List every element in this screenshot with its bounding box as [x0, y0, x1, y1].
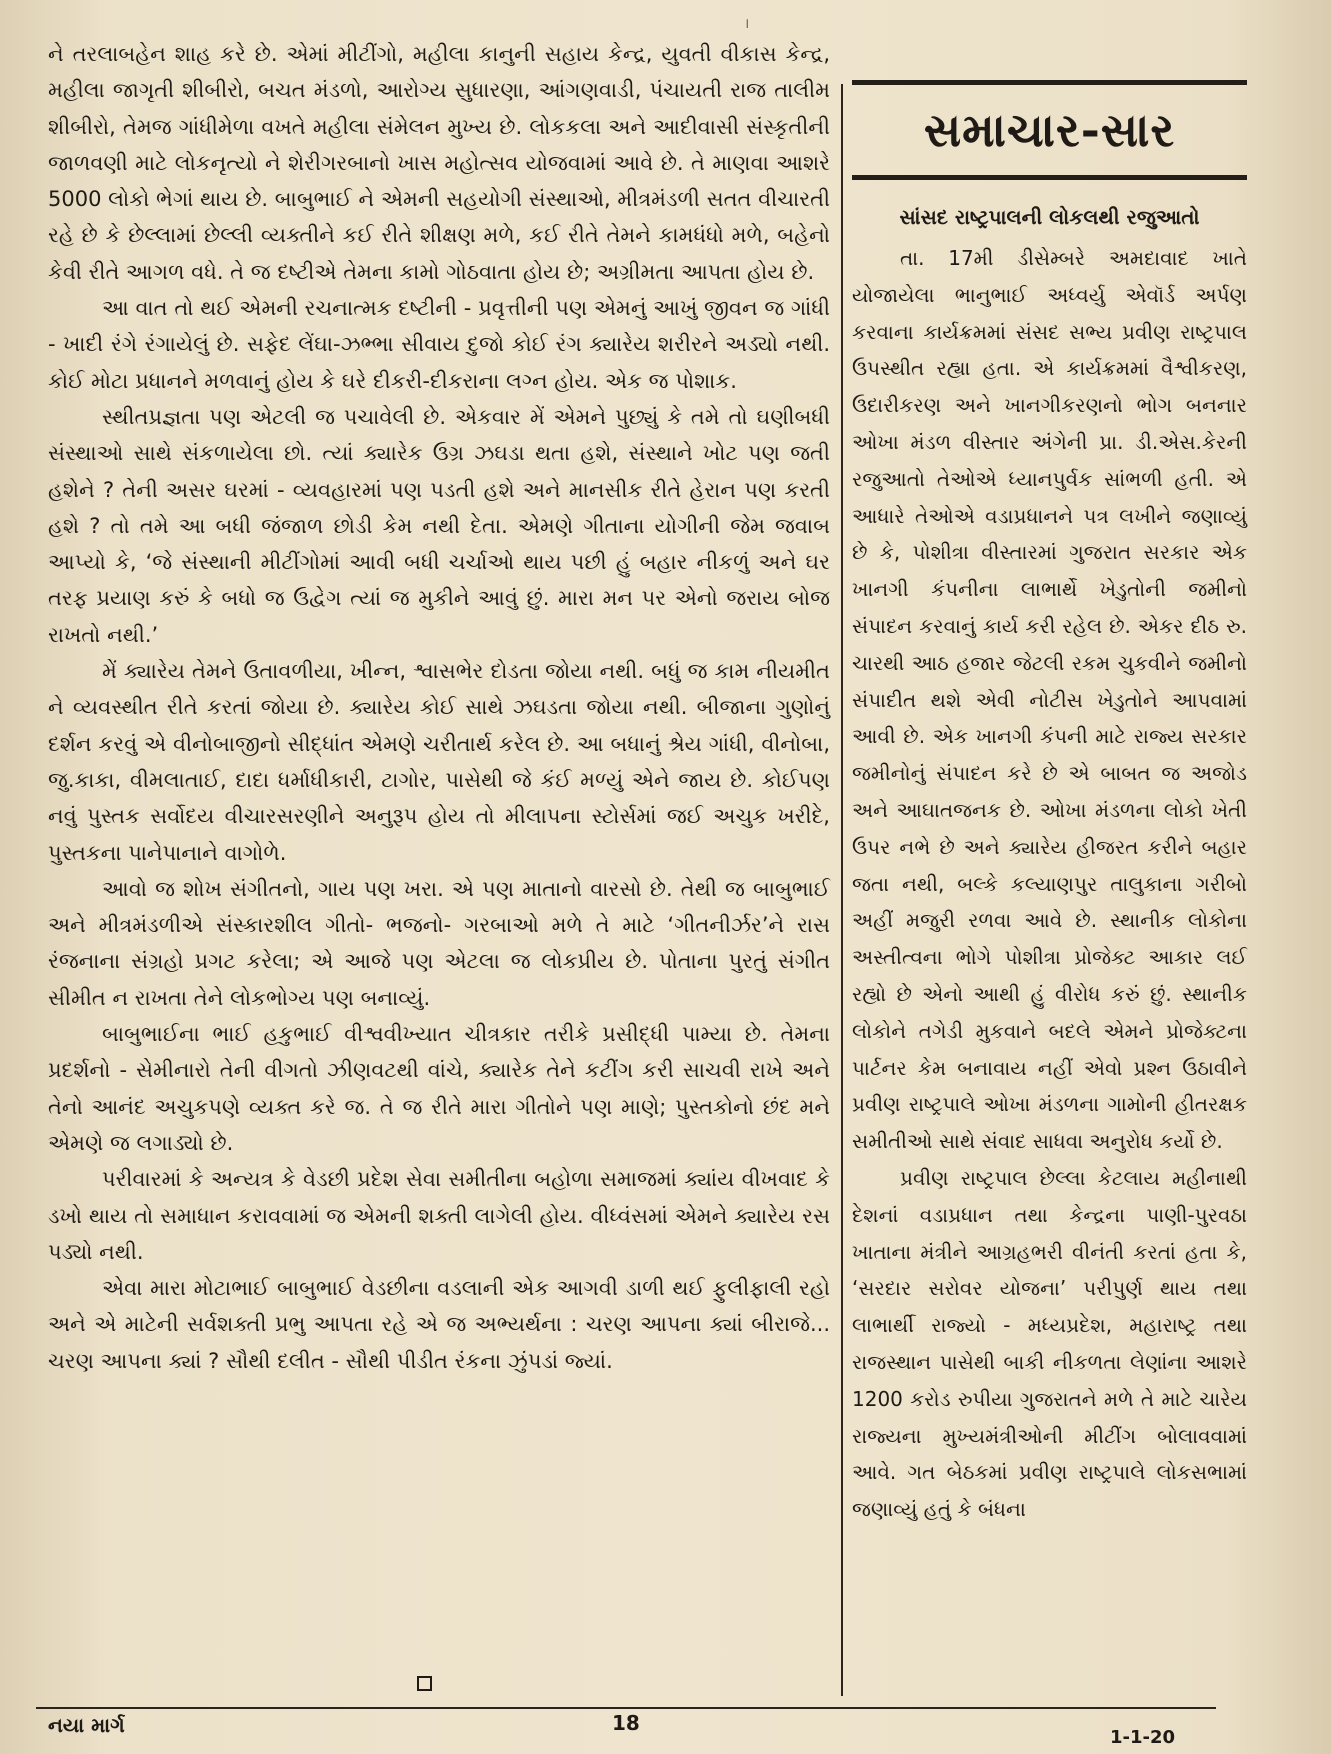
paragraph: એવા મારા મોટાભાઈ બાબુભાઈ વેડછીના વડલાની એક આગવી ડાળી થઈ ફુલીફાલી રહો અને એ માટેની સર્વશક્તી પ્રભુ આપતા રહે એ જ અભ્યર્થના : ચરણ આપના ક્યાં બીરાજે... ચરણ આપના ક્યાં ? સૌથી દલીત - સૌથી પીડીત રંકના ઝુંપડાં જ્યાં. [48, 1276, 830, 1373]
news-subheading: સાંસદ રાષ્ટ્રપાલની લોકલથી રજુઆતો [899, 205, 1200, 229]
news-body [852, 240, 1247, 1528]
paragraph: પરીવારમાં કે અન્યત્ર કે વેડછી પ્રદેશ સેવા સમીતીના બહોળા સમાજમાં ક્યાંય વીખવાદ કે ડખો થાય તો સમાધાન કરાવવામાં જ એમની શક્તી લાગેલી હોય. વીધ્વંસમાં એમને ક્યારેય રસ પડ્યો નથી. [48, 1167, 830, 1264]
news-summary-column [852, 80, 1247, 1700]
heading-rule-bottom [852, 175, 1247, 180]
paragraph: મેં ક્યારેય તેમને ઉતાવળીયા, ખીન્ન, શ્વાસભેર દોડતા જોયા નથી. બધું જ કામ નીયમીત ને વ્યવસ્થીત રીતે કરતાં જોયા છે. ક્યારેય કોઈ સાથે ઝઘડતા જોયા નથી. બીજાના ગુણોનું દર્શન કરવું એ વીનોબાજીનો સીદ્ધાંત એમણે ચરીતાર્થ કરેલ છે. આ બધાનું શ્રેય ગાંધી, વીનોબા, જુ.કાકા, વીમલાતાઈ, દાદા ધર્માધીકારી, ટાગોર, પાસેથી જે કંઈ મળ્યું એને જાય છે. કોઈપણ નવું પુસ્તક સર્વોદય વીચારસરણીને અનુરૂપ હોય તો મીલાપના સ્ટોર્સમાં જઈ અચુક ખરીદે, પુસ્તકના પાનેપાનાને વાગોળે. [48, 659, 830, 865]
paragraph: પ્રવીણ રાષ્ટ્રપાલ છેલ્લા કેટલાય મહીનાથી દેશનાં વડાપ્રધાન તથા કેન્દ્રના પાણી-પુરવઠા ખાતાના મંત્રીને આગ્રહભરી વીનંતી કરતાં હતા કે, ‘સરદાર સરોવર યોજના’ પરીપુર્ણ થાય તથા લાભાર્થી રાજ્યો - મધ્યપ્રદેશ, મહારાષ્ટ્ર તથા રાજસ્થાન પાસેથી બાકી નીકળતા લેણાંના આશરે 1200 કરોડ રુપીયા ગુજરાતને મળે તે માટે ચારેય રાજ્યના મુખ્યમંત્રીઓની મીટીંગ બોલાવવામાં આવે. ગત બેઠકમાં પ્રવીણ રાષ્ટ્રપાલે લોકસભામાં જણાવ્યું હતું કે બંધના [852, 1165, 1247, 1522]
paragraph: તા. 17મી ડીસેમ્બરે અમદાવાદ ખાતે યોજાયેલા ભાનુભાઈ અધ્વર્યુ એવૉર્ડ અર્પણ કરવાના કાર્યક્રમમાં સંસદ સભ્ય પ્રવીણ રાષ્ટ્રપાલ ઉપસ્થીત રહ્યા હતા. એ કાર્યક્રમમાં વૈશ્વીકરણ, ઉદારીકરણ અને ખાનગીકરણનો ભોગ બનનાર ઓખા મંડળ વીસ્તાર અંગેની પ્રા. ડી.એસ.કેરની રજુઆતો તેઓએ ધ્યાનપુર્વક સાંભળી હતી. એ આધારે તેઓએ વડાપ્રધાનને પત્ર લખીને જણાવ્યું છે કે, પોશીત્રા વીસ્તારમાં ગુજરાત સરકાર એક ખાનગી કંપનીના લાભાર્થે ખેડુતોની જમીનો સંપાદન કરવાનું કાર્ય કરી રહેલ છે. એકર દીઠ રુ. ચારથી આઠ હજાર જેટલી રકમ ચુકવીને જમીનો સંપાદીત થશે એવી નોટીસ ખેડુતોને આપવામાં આવી છે. એક ખાનગી કંપની માટે રાજ્ય સરકાર જમીનોનું સંપાદન કરે છે એ બાબત જ અજોડ અને આઘાતજનક છે. ઓખા મંડળના લોકો ખેતી ઉપર નભે છે અને ક્યારેય હીજરત કરીને બહાર જતા નથી, બલ્કે કલ્યાણપુર તાલુકાના ગરીબો અહીં મજુરી રળવા આવે છે. સ્થાનીક લોકોના અસ્તીત્વના ભોગે પોશીત્રા પ્રોજેક્ટ આકાર લઈ રહ્યો છે એનો આથી હું વીરોધ કરું છું. સ્થાનીક લોકોને તગેડી મુકવાને બદલે એમને પ્રોજેક્ટના પાર્ટનર કેમ બનાવાય નહીં એવો પ્રશ્ન ઉઠાવીને પ્રવીણ રાષ્ટ્રપાલે ઓખા મંડળના ગામોની હીતરક્ષક સમીતીઓ સાથે સંવાદ સાધવા અનુરોધ કર્યો છે. [852, 246, 1247, 1154]
page-number: 18 [612, 1711, 640, 1735]
end-of-article-box [417, 1676, 432, 1691]
section-heading: સમાચાર-સાર [923, 103, 1176, 157]
heading-rule-top [852, 80, 1247, 85]
paragraph: આ વાત તો થઈ એમની રચનાત્મક દષ્ટીની - પ્રવૃત્તીની પણ એમનું આખું જીવન જ ગાંધી - ખાદી રંગે રંગાયેલું છે. સફેદ લેંઘા-ઝભ્ભા સીવાય દુજો કોઈ રંગ ક્યારેય શરીરને અડ્યો નથી. કોઈ મોટા પ્રધાનને મળવાનું હોય કે ઘરે દીકરી-દીકરાના લગ્ન હોય. એક જ પોશાક. [48, 296, 830, 393]
footer-rule [36, 1707, 1216, 1709]
column-divider [841, 84, 843, 1696]
top-mark: । [744, 16, 750, 32]
issue-date: 1-1-20 [1110, 1727, 1176, 1748]
paragraph: સ્થીતપ્રજ્ઞતા પણ એટલી જ પચાવેલી છે. એકવાર મેં એમને પુછ્યું કે તમે તો ઘણીબધી સંસ્થાઓ સાથે સંકળાયેલા છો. ત્યાં ક્યારેક ઉગ્ર ઝઘડા થતા હશે, સંસ્થાને ખોટ પણ જતી હશેને ? તેની અસર ઘરમાં - વ્યવહારમાં પણ પડતી હશે અને માનસીક રીતે હેરાન પણ કરતી હશે ? તો તમે આ બધી જંજાળ છોડી કેમ નથી દેતા. એમણે ગીતાના યોગીની જેમ જવાબ આપ્યો કે, ‘જે સંસ્થાની મીટીંગોમાં આવી બધી ચર્ચાઓ થાય પછી હું બહાર નીકળું અને ઘર તરફ પ્રયાણ કરું કે બધો જ ઉદ્વેગ ત્યાં જ મુકીને આવું છું. મારા મન પર એનો જરાય બોજ રાખતો નથી.’ [48, 404, 830, 647]
paragraph: ને તરલાબહેન શાહ કરે છે. એમાં મીટીંગો, મહીલા કાનુની સહાય કેન્દ્ર, યુવતી વીકાસ કેન્દ્ર, મહીલા જાગૃતી શીબીરો, બચત મંડળો, આરોગ્ય સુધારણા, આંગણવાડી, પંચાયતી રાજ તાલીમ શીબીરો, તેમજ ગાંધીમેળા વખતે મહીલા સંમેલન મુખ્ય છે. લોકકલા અને આદીવાસી સંસ્કૃતીની જાળવણી માટે લોકનૃત્યો ને શેરીગરબાનો ખાસ મહોત્સવ યોજવામાં આવે છે. તે માણવા આશરે 5000 લોકો ભેગાં થાય છે. બાબુભાઈ ને એમની સહયોગી સંસ્થાઓ, મીત્રમંડળી સતત વીચારતી રહે છે કે છેલ્લામાં છેલ્લી વ્યક્તીને કઈ રીતે શીક્ષણ મળે, કઈ રીતે તેમને કામધંધો મળે, બહેનો કેવી રીતે આગળ વધે. તે જ દષ્ટીએ તેમના કામો ગોઠવાતા હોય છે; અગ્રીમતા આપતા હોય છે. [48, 42, 830, 284]
paragraph: આવો જ શોખ સંગીતનો, ગાય પણ ખરા. એ પણ માતાનો વારસો છે. તેથી જ બાબુભાઈ અને મીત્રમંડળીએ સંસ્કારશીલ ગીતો- ભજનો- ગરબાઓ મળે તે માટે ‘ગીતનીર્ઝર’ને રાસ રંજનાના સંગ્રહો પ્રગટ કરેલા; એ આજે પણ એટલા જ લોકપ્રીય છે. પોતાના પુરતું સંગીત સીમીત ન રાખતા તેને લોકભોગ્ય પણ બનાવ્યું. [48, 876, 830, 1010]
paragraph: બાબુભાઈના ભાઈ હકુભાઈ વીશ્વવીખ્યાત ચીત્રકાર તરીકે પ્રસીદ્ધી પામ્યા છે. તેમના પ્રદર્શનો - સેમીનારો તેની વીગતો ઝીણવટથી વાંચે, ક્યારેક તેને કટીંગ કરી સાચવી રાખે અને તેનો આનંદ અચુકપણે વ્યક્ત કરે જ. તે જ રીતે મારા ગીતોને પણ માણે; પુસ્તકોનો છંદ મને એમણે જ લગાડ્યો છે. [48, 1022, 830, 1155]
article-column-left [48, 36, 830, 1676]
publication-name: નયા માર્ગ [48, 1713, 125, 1737]
